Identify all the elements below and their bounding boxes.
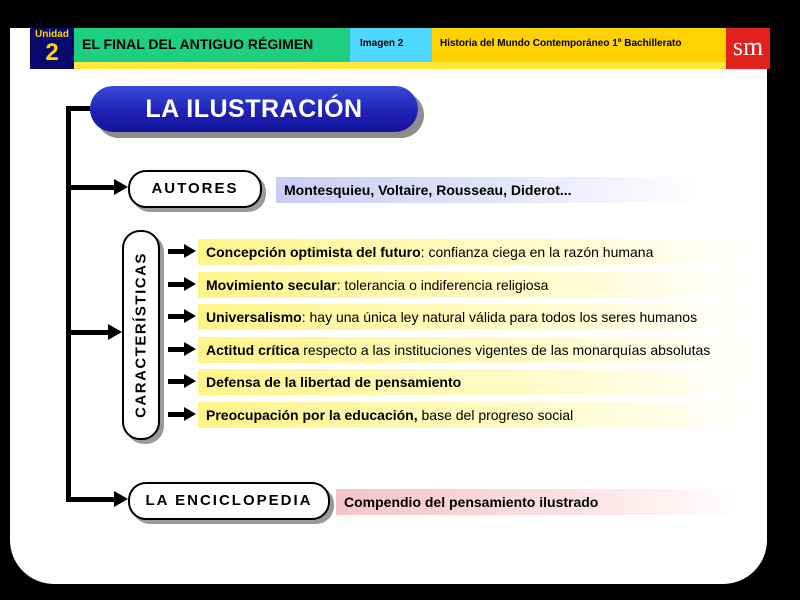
header-stripe xyxy=(74,62,726,69)
autores-pill: AUTORES xyxy=(128,170,262,208)
caracteristicas-label: CARACTERÍSTICAS xyxy=(132,252,150,418)
caracteristica-item-title: Universalismo xyxy=(206,309,302,325)
item-arrow-head xyxy=(184,244,196,258)
caracteristica-item-title: Actitud crítica xyxy=(206,342,300,358)
trunk-line xyxy=(66,108,71,500)
diagram-title: LA ILUSTRACIÓN xyxy=(90,86,418,132)
unit-title: EL FINAL DEL ANTIGUO RÉGIMEN xyxy=(74,28,350,69)
image-label: Imagen 2 xyxy=(350,28,432,69)
arrow-autores-head xyxy=(114,179,128,195)
arrow-enciclopedia-line xyxy=(66,497,116,502)
caracteristica-item xyxy=(198,337,756,363)
caracteristica-item xyxy=(198,304,756,330)
title-connector xyxy=(66,106,90,111)
caracteristicas-pill xyxy=(122,230,160,440)
enciclopedia-pill: LA ENCICLOPEDIA xyxy=(128,482,330,520)
caracteristica-item xyxy=(198,272,756,298)
caracteristica-item-title: Preocupación por la educación, xyxy=(206,407,418,423)
unit-badge xyxy=(30,28,74,69)
unit-label: Unidad xyxy=(35,29,69,40)
book-title: Historia del Mundo Contemporáneo 1º Bachillerato xyxy=(432,28,726,69)
caracteristica-item xyxy=(198,369,756,395)
enciclopedia-text: Compendio del pensamiento ilustrado xyxy=(336,489,744,515)
item-arrow-head xyxy=(184,342,196,356)
caracteristica-item-desc: : hay una única ley natural válida para todos los seres humanos xyxy=(301,309,698,325)
publisher-logo: sm xyxy=(726,28,770,69)
unit-number: 2 xyxy=(45,39,59,66)
arrow-caracteristicas-head xyxy=(108,324,122,340)
arrow-enciclopedia-head xyxy=(114,491,128,507)
caracteristica-item-title: Defensa de la libertad de pensamiento xyxy=(206,374,462,390)
caracteristica-item-desc: respecto a las instituciones vigentes de las monarquías absolutas xyxy=(299,342,711,358)
autores-text: Montesquieu, Voltaire, Rousseau, Diderot... xyxy=(276,177,704,203)
item-arrow-head xyxy=(184,407,196,421)
arrow-autores-line xyxy=(66,185,116,190)
caracteristica-item xyxy=(198,239,756,265)
caracteristica-item-desc: : tolerancia o indiferencia religiosa xyxy=(336,277,549,293)
item-arrow-head xyxy=(184,374,196,388)
caracteristica-item-desc: : confianza ciega en la razón humana xyxy=(420,244,654,260)
caracteristica-item-desc: base del progreso social xyxy=(417,407,574,423)
caracteristica-item-title: Concepción optimista del futuro xyxy=(206,244,421,260)
item-arrow-head xyxy=(184,277,196,291)
caracteristica-item-title: Movimiento secular xyxy=(206,277,337,293)
item-arrow-head xyxy=(184,309,196,323)
caracteristica-item xyxy=(198,402,756,428)
arrow-caracteristicas-line xyxy=(66,330,112,335)
